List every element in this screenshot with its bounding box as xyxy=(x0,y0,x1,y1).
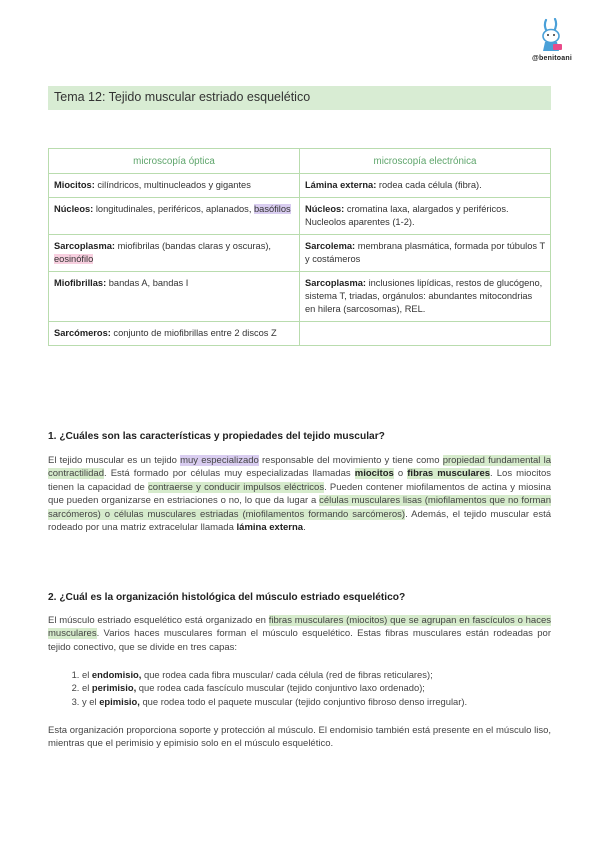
cell-text: membrana plasmática, formada por túbulos T y costámeros xyxy=(305,241,545,264)
text-run: que rodea cada fibra muscular/ cada célula (red de fibras reticulares); xyxy=(141,669,433,680)
table-cell xyxy=(49,235,300,272)
cell-term: Sarcoplasma: xyxy=(305,278,366,288)
cell-term: Sarcoplasma: xyxy=(54,241,115,251)
bold-term: endomisio, xyxy=(91,669,142,680)
table-row xyxy=(49,322,551,346)
table-cell-empty xyxy=(300,322,551,346)
text-run: . Además, el tejido muscular está rodeado por una matriz extracelular llamada xyxy=(48,508,551,534)
highlight-text: células musculares lisas (miofilamentos que no forman sarcómeros) o células musculares estriadas (miofilamentos formando sarcómeros) xyxy=(48,495,551,520)
list-item xyxy=(82,668,585,681)
text-run: . Los miocitos tienen la capacidad de xyxy=(48,468,551,493)
cell-term: Sarcómeros: xyxy=(54,328,111,338)
table-cell xyxy=(49,198,300,235)
text-run: El tejido muscular es un tejido xyxy=(48,455,181,466)
text-run: el xyxy=(82,682,92,694)
page-title: Tema 12: Tejido muscular estriado esquelético xyxy=(48,86,551,110)
cell-term: Miofibrillas: xyxy=(54,278,107,288)
table-cell xyxy=(49,322,300,346)
text-run: El músculo estriado esquelético está organizado en xyxy=(48,615,269,626)
question-1-heading: 1. ¿Cuáles son las características y propiedades del tejido muscular? xyxy=(48,431,385,442)
table-cell xyxy=(300,235,551,272)
bold-term: miocitos xyxy=(354,468,394,480)
bold-term: lámina externa xyxy=(236,522,304,534)
list-item xyxy=(82,681,585,694)
cell-text: inclusiones lipídicas, restos de glucógeno, sistema T, triadas, orgánulos: abundantes mitocondrias en hilera (sarcosomas), REL. xyxy=(305,278,543,314)
cell-text: bandas A, bandas I xyxy=(106,278,189,288)
highlight-basofilos: basófilos xyxy=(254,204,291,214)
table-row xyxy=(49,235,551,272)
cell-text: rodea cada célula (fibra). xyxy=(376,180,482,190)
cell-term: Núcleos: xyxy=(54,204,94,214)
question-2-intro xyxy=(48,614,551,654)
connective-layers-list xyxy=(48,668,585,708)
text-run: responsable del movimiento y tiene como xyxy=(258,455,443,466)
highlight-text: propiedad fundamental la contractilidad xyxy=(48,455,551,480)
highlight-text: fibras musculares (miocitos) que se agrupan en fascículos o haces musculares xyxy=(48,615,551,640)
table-row xyxy=(49,198,551,235)
table-header-row xyxy=(49,149,551,174)
table-cell xyxy=(49,272,300,322)
cell-term: Lámina externa: xyxy=(305,180,377,190)
cell-text: cilíndricos, multinucleados y gigantes xyxy=(94,180,251,190)
cell-text: longitudinales, periféricos, aplanados, xyxy=(93,204,254,214)
table-cell xyxy=(300,174,551,198)
question-2-heading: 2. ¿Cuál es la organización histológica del músculo estriado esquelético? xyxy=(48,592,406,603)
table-row xyxy=(49,174,551,198)
cell-text: cromatina laxa, alargados y periféricos. Nucleolos aparentes (1-2). xyxy=(305,204,509,227)
bold-term: fibras musculares xyxy=(407,468,491,480)
cell-text: miofibrilas (bandas claras y oscuras), xyxy=(114,241,272,251)
header-optical: microscopía óptica xyxy=(49,149,300,174)
header-electronic: microscopía electrónica xyxy=(300,149,551,174)
text-run: . Pueden contener miofilamentos de actina y miosina que pueden organizarse en estriaciones o no, lo que da lugar a xyxy=(48,481,551,507)
text-run: y el xyxy=(82,695,100,707)
table-row xyxy=(49,272,551,322)
text-run: que rodea cada fascículo muscular (tejido conjuntivo laxo ordenado); xyxy=(136,682,425,694)
bold-term: perimisio, xyxy=(91,682,137,694)
text-run: o xyxy=(393,468,408,480)
list-item xyxy=(82,695,585,708)
text-run: . Varios haces musculares forman el músculo esquelético. Estas fibras musculares están rodeadas por tejido conectivo, que se divide en tres capas: xyxy=(48,628,551,653)
cell-term: Núcleos: xyxy=(305,204,345,214)
highlight-eosinofilo: eosinófilo xyxy=(54,254,94,264)
rabbit-mascot-icon xyxy=(537,18,567,54)
question-2-conclusion: Esta organización proporciona soporte y protección al músculo. El endomisio también está presente en el músculo liso, mientras que el perimisio y epimisio solo en el músculo esquelético. xyxy=(48,725,551,750)
cell-text: conjunto de miofibrillas entre 2 discos Z xyxy=(110,328,277,338)
text-run: . Está formado por células muy especializadas llamadas xyxy=(103,468,355,480)
highlight-text: muy especializado xyxy=(180,455,259,466)
brand-name: @benitoani xyxy=(532,55,572,62)
cell-term: Miocitos: xyxy=(54,180,95,190)
text-run: que rodea todo el paquete muscular (tejido conjuntivo fibroso denso irregular). xyxy=(139,695,468,707)
highlight-text: contraerse y conducir impulsos eléctricos xyxy=(148,481,325,493)
table-cell xyxy=(300,272,551,322)
text-run: . xyxy=(303,522,306,534)
text-run: el xyxy=(82,669,92,680)
bold-term: epimisio, xyxy=(99,695,140,707)
brand-logo xyxy=(528,18,576,62)
comparison-table xyxy=(48,148,551,346)
question-1-answer xyxy=(48,454,551,534)
table-cell xyxy=(49,174,300,198)
table-cell xyxy=(300,198,551,235)
cell-term: Sarcolema: xyxy=(305,241,356,251)
